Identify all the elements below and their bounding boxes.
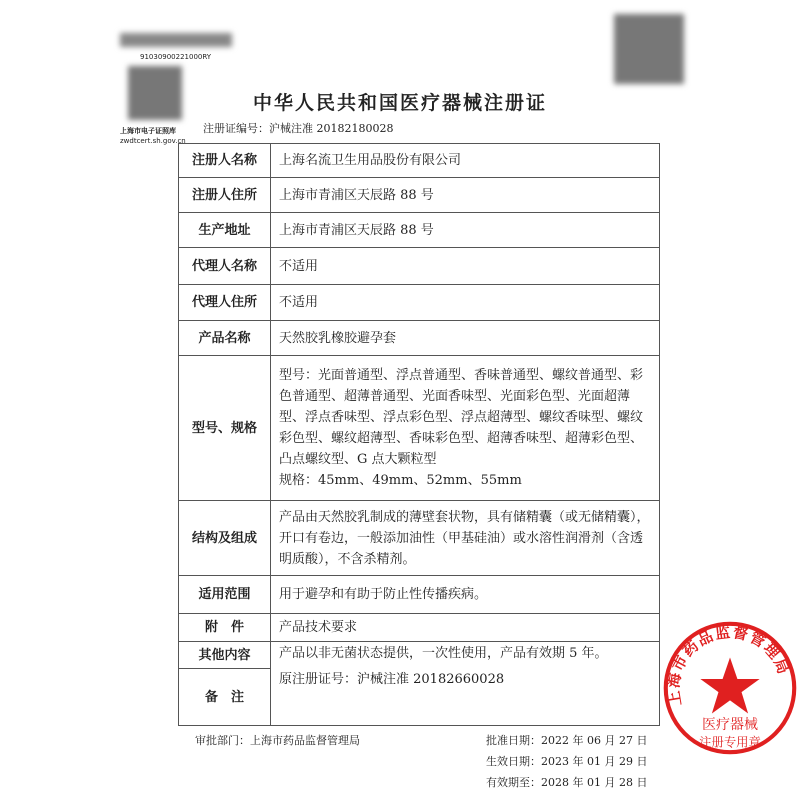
svg-text:注册专用章: 注册专用章: [699, 735, 761, 750]
barcode-number: 91030900221000RY: [140, 53, 212, 61]
svg-text:医疗器械: 医疗器械: [702, 717, 758, 734]
row-label: 结构及组成: [179, 501, 271, 576]
model-list: 型号：光面普通型、浮点普通型、香味普通型、螺纹普通型、彩色普通型、超薄普通型、光面香味型、光面彩色型、光面超薄型、浮点香味型、浮点彩色型、浮点超薄型、螺纹香味型、螺纹彩色型、螺纹超薄型、香味彩色型、超薄香味型、超薄彩色型、凸点螺纹型、G 点大颗粒型: [279, 368, 644, 467]
row-label: 型号、规格: [179, 356, 271, 501]
table-row: [179, 285, 660, 321]
svg-text:上海市药品监督管理局: 上海市药品监督管理局: [665, 623, 793, 708]
row-label: 注册人名称: [179, 144, 271, 178]
approval-date: 批准日期：2022 年 06 月 27 日: [486, 734, 648, 747]
star-icon: [700, 658, 759, 714]
page-title: 中华人民共和国医疗器械注册证: [252, 92, 547, 114]
row-value: 天然胶乳橡胶避孕套: [271, 321, 660, 356]
row-label: 代理人住所: [179, 285, 271, 321]
row-value: 上海名流卫生用品股份有限公司: [271, 144, 660, 178]
row-label: 注册人住所: [179, 178, 271, 213]
registration-number: 注册证编号：沪械注准 20182180028: [203, 122, 394, 135]
row-value: 产品由天然胶乳制成的薄壁套状物，具有储精囊（或无储精囊），开口有卷边，一般添加油性（甲基硅油）或水溶性润滑剂（含透明质酸），不含杀精剂。: [271, 501, 660, 576]
table-row: [179, 576, 660, 614]
row-value: 用于避孕和有助于防止性传播疾病。: [271, 576, 660, 614]
other-content: 产品以非无菌状态提供，一次性使用，产品有效期 5 年。: [279, 646, 608, 661]
row-value: 上海市青浦区天辰路 88 号: [271, 178, 660, 213]
row-value: [271, 642, 660, 726]
effective-date: 生效日期：2023 年 01 月 29 日: [486, 755, 648, 768]
table-row: [179, 178, 660, 213]
row-label: 生产地址: [179, 213, 271, 248]
row-label: 产品名称: [179, 321, 271, 356]
table-row: [179, 321, 660, 356]
row-label: 其他内容: [179, 642, 271, 669]
official-seal: [660, 618, 800, 758]
barcode: [120, 33, 232, 47]
certificate-table: [178, 143, 660, 726]
row-value: 产品技术要求: [271, 614, 660, 642]
table-row: [179, 501, 660, 576]
row-value: 上海市青浦区天辰路 88 号: [271, 213, 660, 248]
row-value: [271, 356, 660, 501]
row-value: 不适用: [271, 248, 660, 285]
spec-list: 规格：45mm、49mm、52mm、55mm: [279, 473, 522, 488]
table-row: [179, 248, 660, 285]
library-name: 上海市电子证照库: [120, 127, 176, 135]
table-row: [179, 144, 660, 178]
table-row: [179, 356, 660, 501]
remarks: 原注册证号：沪械注准 20182660028: [279, 672, 505, 687]
row-label: 适用范围: [179, 576, 271, 614]
approval-dept: 审批部门：上海市药品监督管理局: [195, 734, 360, 747]
table-row: [179, 642, 660, 669]
table-row: [179, 213, 660, 248]
row-label: 备 注: [179, 669, 271, 726]
qr-code-right: [614, 14, 684, 84]
row-label: 附 件: [179, 614, 271, 642]
library-url: zwdtcert.sh.gov.cn: [120, 137, 186, 145]
table-row: [179, 614, 660, 642]
expiry-date: 有效期至：2028 年 01 月 28 日: [486, 776, 648, 789]
row-value: 不适用: [271, 285, 660, 321]
row-label: 代理人名称: [179, 248, 271, 285]
